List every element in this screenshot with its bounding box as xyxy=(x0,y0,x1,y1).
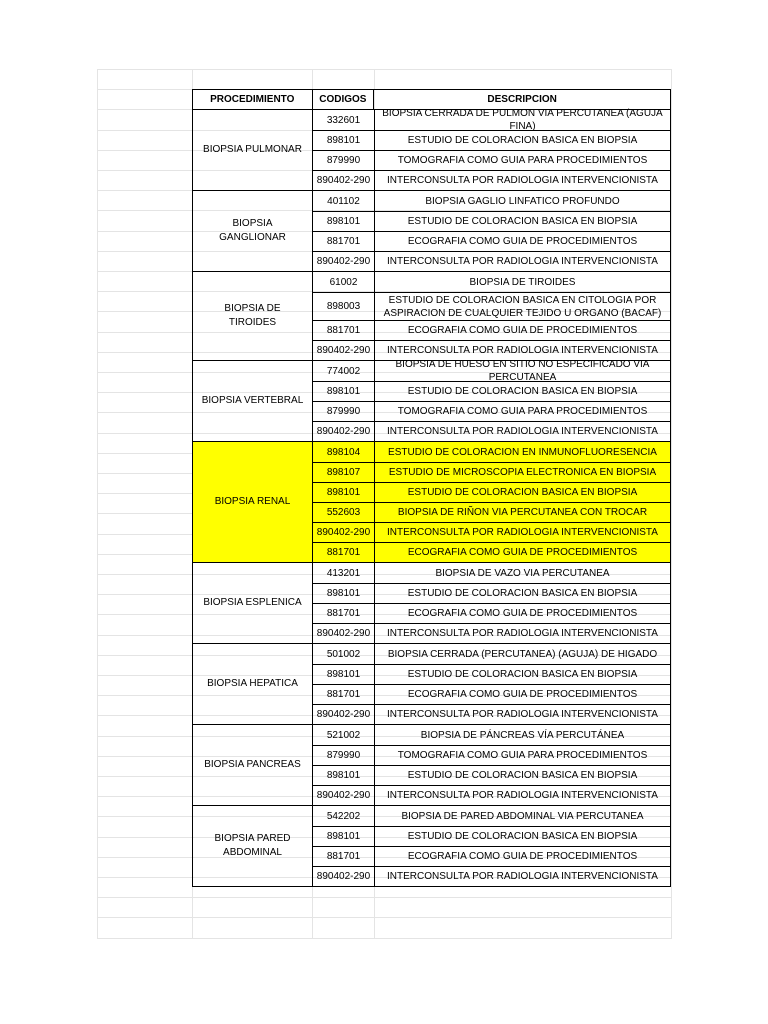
procedure-group xyxy=(192,271,671,360)
table-row xyxy=(313,502,670,522)
code-cell[interactable]: 881701 xyxy=(313,321,375,340)
header-descripcion[interactable]: DESCRIPCION xyxy=(487,94,557,105)
table-row xyxy=(313,603,670,623)
table-row xyxy=(313,482,670,502)
code-cell[interactable]: 881701 xyxy=(313,685,375,704)
code-cell[interactable]: 542202 xyxy=(313,806,375,826)
table-row xyxy=(313,292,670,320)
code-cell[interactable]: 898101 xyxy=(313,382,375,401)
procedure-name-cell[interactable]: BIOPSIA PANCREAS xyxy=(193,725,313,805)
code-cell[interactable]: 890402-290 xyxy=(313,422,375,441)
code-cell[interactable]: 881701 xyxy=(313,232,375,251)
description-cell[interactable]: INTERCONSULTA POR RADIOLOGIA INTERVENCIONISTA xyxy=(387,871,658,882)
procedure-group xyxy=(192,805,671,887)
header-codigos[interactable]: CODIGOS xyxy=(313,90,375,109)
code-cell[interactable]: 521002 xyxy=(313,725,375,745)
procedure-name-cell[interactable]: BIOPSIA GANGLIONAR xyxy=(193,191,313,271)
description-cell[interactable]: ECOGRAFIA COMO GUIA DE PROCEDIMIENTOS xyxy=(407,236,638,247)
table-row xyxy=(313,320,670,340)
code-cell[interactable]: 898101 xyxy=(313,827,375,846)
description-cell[interactable]: BIOPSIA DE HUESO EN SITIO NO ESPECIFICADO VIA PERCUTANEA xyxy=(395,359,650,383)
table-row xyxy=(313,806,670,826)
code-cell[interactable]: 881701 xyxy=(313,604,375,623)
table-row xyxy=(313,170,670,190)
code-cell[interactable]: 332601 xyxy=(313,110,375,130)
description-cell[interactable]: INTERCONSULTA POR RADIOLOGIA INTERVENCIONISTA xyxy=(387,790,658,801)
description-cell[interactable]: ESTUDIO DE COLORACION BASICA EN BIOPSIA xyxy=(407,831,638,842)
code-cell[interactable]: 890402-290 xyxy=(313,867,375,886)
procedure-name-cell[interactable]: BIOPSIA PULMONAR xyxy=(193,110,313,190)
procedure-name-cell[interactable]: BIOPSIA DE TIROIDES xyxy=(193,272,313,360)
table-row xyxy=(313,704,670,724)
description-cell[interactable]: INTERCONSULTA POR RADIOLOGIA INTERVENCIONISTA xyxy=(387,175,658,186)
description-cell[interactable]: TOMOGRAFIA COMO GUIA PARA PROCEDIMIENTOS xyxy=(397,750,648,761)
gridline-horizontal xyxy=(97,917,672,918)
procedure-name-cell[interactable]: BIOPSIA HEPATICA xyxy=(193,644,313,724)
code-cell[interactable]: 501002 xyxy=(313,644,375,664)
code-cell[interactable]: 413201 xyxy=(313,563,375,583)
gridline-horizontal xyxy=(97,938,672,939)
code-cell[interactable]: 61002 xyxy=(313,272,375,292)
table-row xyxy=(313,361,670,381)
procedure-name-cell[interactable]: BIOPSIA VERTEBRAL xyxy=(193,361,313,441)
table-row xyxy=(313,150,670,170)
table-row xyxy=(313,725,670,745)
gridline-vertical xyxy=(671,69,672,938)
procedure-name-cell[interactable]: BIOPSIA ESPLENICA xyxy=(193,563,313,643)
procedure-group xyxy=(192,562,671,643)
description-cell[interactable]: ECOGRAFIA COMO GUIA DE PROCEDIMIENTOS xyxy=(407,689,638,700)
procedure-group xyxy=(192,360,671,441)
procedure-name-cell[interactable]: BIOPSIA PARED ABDOMINAL xyxy=(193,806,313,886)
description-cell[interactable]: INTERCONSULTA POR RADIOLOGIA INTERVENCIONISTA xyxy=(387,709,658,720)
procedure-rows xyxy=(313,644,670,724)
description-cell[interactable]: ESTUDIO DE COLORACION BASICA EN BIOPSIA xyxy=(407,770,638,781)
code-cell[interactable]: 898101 xyxy=(313,483,375,502)
code-cell[interactable]: 890402-290 xyxy=(313,252,375,271)
description-cell[interactable]: ECOGRAFIA COMO GUIA DE PROCEDIMIENTOS xyxy=(407,547,638,558)
table-header-row xyxy=(192,89,671,109)
description-cell[interactable]: BIOPSIA DE VAZO VIA PERCUTANEA xyxy=(435,567,610,579)
description-cell[interactable]: ESTUDIO DE COLORACION BASICA EN BIOPSIA xyxy=(407,216,638,227)
code-cell[interactable]: 898101 xyxy=(313,766,375,785)
code-cell[interactable]: 898003 xyxy=(313,293,375,320)
table-row xyxy=(313,745,670,765)
procedures-table xyxy=(192,89,671,887)
table-row xyxy=(313,272,670,292)
procedure-group xyxy=(192,109,671,190)
table-row xyxy=(313,765,670,785)
description-cell[interactable]: TOMOGRAFIA COMO GUIA PARA PROCEDIMIENTOS xyxy=(397,155,648,166)
description-cell[interactable]: ESTUDIO DE COLORACION BASICA EN BIOPSIA xyxy=(407,487,638,498)
description-cell[interactable]: ESTUDIO DE COLORACION BASICA EN BIOPSIA xyxy=(407,669,638,680)
table-row xyxy=(313,623,670,643)
code-cell[interactable]: 881701 xyxy=(313,847,375,866)
header-procedimiento[interactable]: PROCEDIMIENTO xyxy=(193,90,313,109)
code-cell[interactable]: 879990 xyxy=(313,746,375,765)
table-row xyxy=(313,866,670,886)
description-cell[interactable]: BIOPSIA CERRADA (PERCUTANEA) (AGUJA) DE HIGADO xyxy=(387,648,658,660)
code-cell[interactable]: 898101 xyxy=(313,665,375,684)
code-cell[interactable]: 879990 xyxy=(313,151,375,170)
procedure-rows xyxy=(313,725,670,805)
table-row xyxy=(313,846,670,866)
procedure-group xyxy=(192,190,671,271)
code-cell[interactable]: 898101 xyxy=(313,131,375,150)
description-cell[interactable]: BIOPSIA DE PÁNCREAS VÍA PERCUTÁNEA xyxy=(420,729,625,741)
description-cell[interactable]: BIOPSIA CERRADA DE PULMON VIA PERCUTANEA (AGUJA FINA) xyxy=(382,108,663,132)
procedure-rows xyxy=(313,110,670,190)
table-row xyxy=(313,563,670,583)
code-cell[interactable]: 890402-290 xyxy=(313,705,375,724)
table-body xyxy=(192,109,671,887)
table-row xyxy=(313,211,670,231)
table-row xyxy=(313,110,670,130)
procedure-group xyxy=(192,724,671,805)
table-row xyxy=(313,231,670,251)
description-cell[interactable]: ESTUDIO DE COLORACION BASICA EN BIOPSIA xyxy=(407,135,638,146)
table-row xyxy=(313,826,670,846)
table-row xyxy=(313,130,670,150)
table-row xyxy=(313,542,670,562)
description-cell[interactable]: ESTUDIO DE COLORACION BASICA EN BIOPSIA xyxy=(407,588,638,599)
description-cell[interactable]: INTERCONSULTA POR RADIOLOGIA INTERVENCIONISTA xyxy=(387,628,658,639)
gridline-horizontal xyxy=(97,897,672,898)
description-cell[interactable]: INTERCONSULTA POR RADIOLOGIA INTERVENCIONISTA xyxy=(387,345,658,356)
code-cell[interactable]: 890402-290 xyxy=(313,624,375,643)
table-row xyxy=(313,340,670,360)
description-cell[interactable]: INTERCONSULTA POR RADIOLOGIA INTERVENCIONISTA xyxy=(387,426,658,437)
table-row xyxy=(313,381,670,401)
code-cell[interactable]: 898107 xyxy=(313,463,375,482)
table-row xyxy=(313,684,670,704)
description-cell[interactable]: BIOPSIA DE RIÑON VIA PERCUTANEA CON TROCAR xyxy=(397,507,648,518)
procedure-rows xyxy=(313,272,670,360)
code-cell[interactable]: 890402-290 xyxy=(313,171,375,190)
table-row xyxy=(313,442,670,462)
code-cell[interactable]: 898101 xyxy=(313,212,375,231)
gridline-vertical xyxy=(97,69,98,938)
table-row xyxy=(313,462,670,482)
description-cell[interactable]: ESTUDIO DE COLORACION BASICA EN CITOLOGIA POR ASPIRACION DE CUALQUIER TEJIDO U ORGANO (BACAF) xyxy=(383,294,662,319)
code-cell[interactable]: 890402-290 xyxy=(313,786,375,805)
procedure-rows xyxy=(313,191,670,271)
description-cell[interactable]: BIOPSIA GAGLIO LINFATICO PROFUNDO xyxy=(425,195,620,207)
table-row xyxy=(313,522,670,542)
gridline-horizontal xyxy=(97,69,672,70)
procedure-rows xyxy=(313,806,670,886)
procedure-group xyxy=(192,441,671,562)
description-cell[interactable]: ECOGRAFIA COMO GUIA DE PROCEDIMIENTOS xyxy=(407,325,638,336)
code-cell[interactable]: 890402-290 xyxy=(313,341,375,360)
code-cell[interactable]: 774002 xyxy=(313,361,375,381)
code-cell[interactable]: 879990 xyxy=(313,402,375,421)
description-cell[interactable]: ECOGRAFIA COMO GUIA DE PROCEDIMIENTOS xyxy=(407,608,638,619)
description-cell[interactable]: ESTUDIO DE COLORACION EN INMUNOFLUORESENCIA xyxy=(388,446,657,458)
code-cell[interactable]: 401102 xyxy=(313,191,375,211)
description-cell[interactable]: BIOPSIA DE PARED ABDOMINAL VIA PERCUTANEA xyxy=(401,810,644,822)
description-cell[interactable]: ESTUDIO DE MICROSCOPIA ELECTRONICA EN BIOPSIA xyxy=(388,467,657,478)
table-row xyxy=(313,401,670,421)
table-row xyxy=(313,421,670,441)
code-cell[interactable]: 881701 xyxy=(313,543,375,562)
description-cell[interactable]: INTERCONSULTA POR RADIOLOGIA INTERVENCIONISTA xyxy=(387,527,658,538)
code-cell[interactable]: 898101 xyxy=(313,584,375,603)
code-cell[interactable]: 552603 xyxy=(313,503,375,522)
description-cell[interactable]: INTERCONSULTA POR RADIOLOGIA INTERVENCIONISTA xyxy=(387,256,658,267)
code-cell[interactable]: 898104 xyxy=(313,442,375,462)
code-cell[interactable]: 890402-290 xyxy=(313,523,375,542)
procedure-group xyxy=(192,643,671,724)
table-row xyxy=(313,251,670,271)
description-cell[interactable]: BIOPSIA DE TIROIDES xyxy=(469,276,576,288)
procedure-rows xyxy=(313,563,670,643)
description-cell[interactable]: TOMOGRAFIA COMO GUIA PARA PROCEDIMIENTOS xyxy=(397,406,648,417)
table-row xyxy=(313,644,670,664)
procedure-name-cell[interactable]: BIOPSIA RENAL xyxy=(193,442,313,562)
table-row xyxy=(313,664,670,684)
table-row xyxy=(313,785,670,805)
procedure-rows xyxy=(313,442,670,562)
description-cell[interactable]: ESTUDIO DE COLORACION BASICA EN BIOPSIA xyxy=(407,386,638,397)
table-row xyxy=(313,191,670,211)
procedure-rows xyxy=(313,361,670,441)
table-row xyxy=(313,583,670,603)
description-cell[interactable]: ECOGRAFIA COMO GUIA DE PROCEDIMIENTOS xyxy=(407,851,638,862)
